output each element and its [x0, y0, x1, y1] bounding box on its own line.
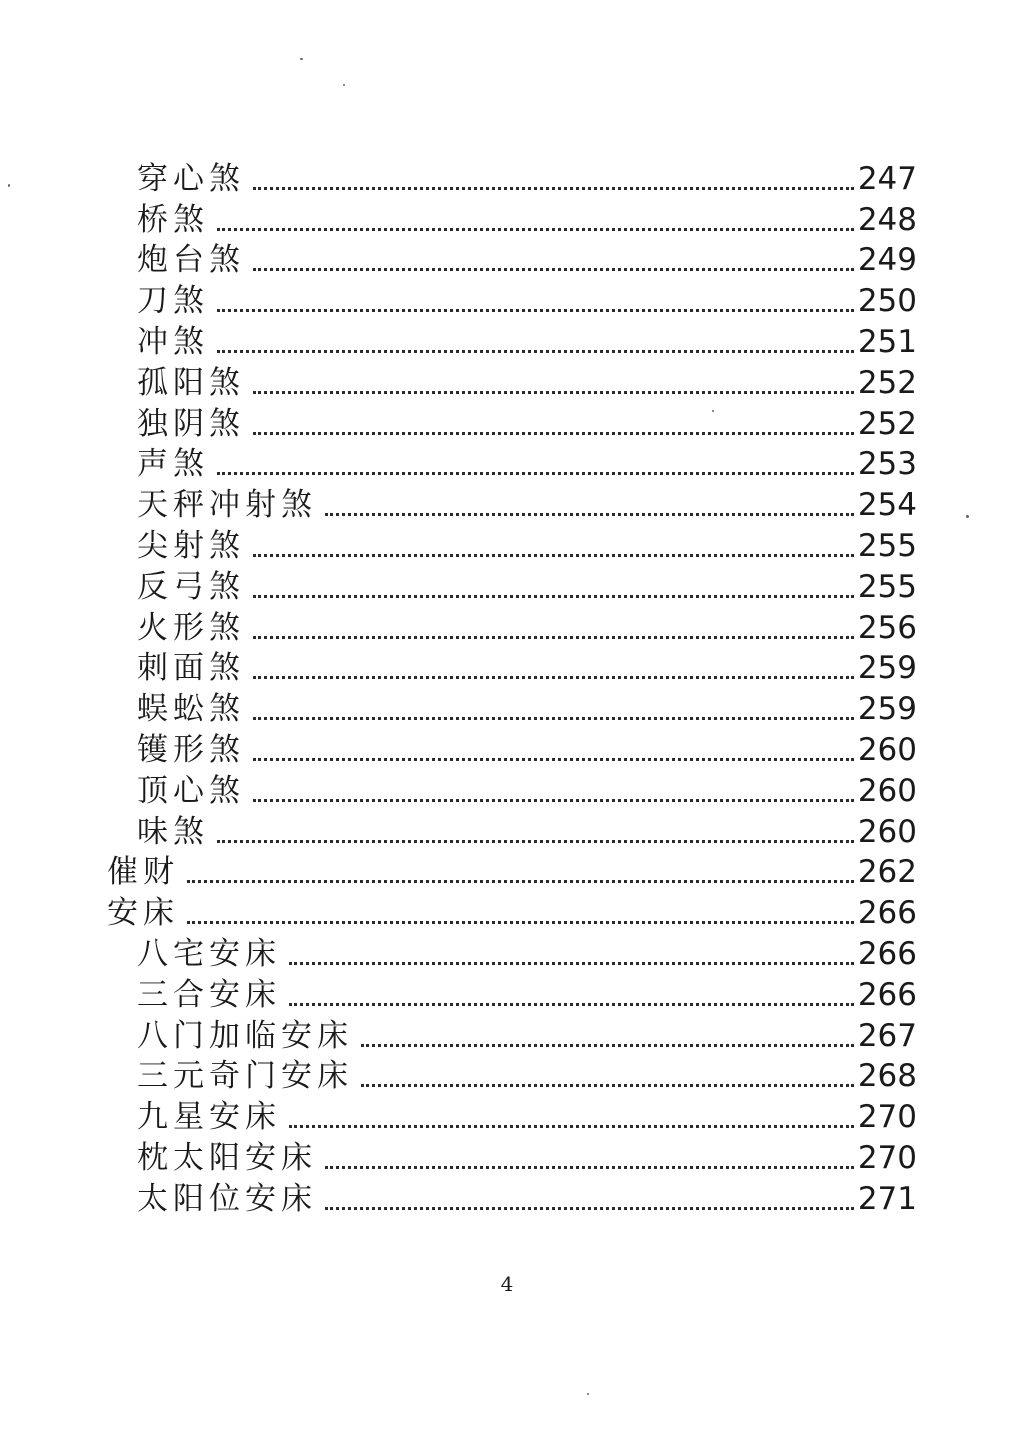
- toc-entry: [0, 688, 1014, 729]
- toc-entry: [0, 321, 1014, 362]
- toc-entry-title: 太阳位安床: [137, 1180, 317, 1217]
- toc-entry-title: 穿心煞: [137, 160, 245, 197]
- toc-entry: [0, 648, 1014, 689]
- toc-entry-title: 安床: [107, 895, 179, 932]
- toc-entry-page: 252: [857, 405, 917, 442]
- toc-entry-page: 259: [857, 691, 917, 728]
- toc-entry-page: 255: [857, 568, 917, 605]
- toc-dot-leader: [253, 799, 854, 802]
- toc-entry-title: 孤阳煞: [137, 364, 245, 401]
- toc-entry-title: 刺面煞: [137, 650, 245, 687]
- toc-entry: [0, 729, 1014, 770]
- toc-dot-leader: [253, 554, 854, 557]
- toc-entry: [0, 280, 1014, 321]
- toc-dot-leader: [187, 880, 854, 883]
- toc-entry: [0, 892, 1014, 933]
- toc-entry-title: 三元奇门安床: [137, 1058, 353, 1095]
- scan-speck: [8, 184, 10, 187]
- toc-dot-leader: [217, 472, 854, 475]
- toc-entry-title: 天秤冲射煞: [137, 487, 317, 524]
- toc-dot-leader: [253, 391, 854, 394]
- toc-entry: [0, 240, 1014, 281]
- toc-entry: [0, 607, 1014, 648]
- toc-entry-title: 尖射煞: [137, 527, 245, 564]
- scan-speck: [587, 1393, 589, 1395]
- toc-dot-leader: [253, 595, 854, 598]
- toc-entry-page: 262: [857, 854, 917, 891]
- toc-entry: [0, 199, 1014, 240]
- toc-entry-title: 八门加临安床: [137, 1017, 353, 1054]
- toc-dot-leader: [217, 840, 854, 843]
- toc-dot-leader: [289, 1003, 854, 1006]
- toc-dot-leader: [253, 636, 854, 639]
- toc-dot-leader: [253, 717, 854, 720]
- toc-entry-title: 催财: [107, 854, 179, 891]
- toc-entry-title: 声煞: [137, 446, 209, 483]
- toc-entry-page: 270: [857, 1099, 917, 1136]
- toc-entry-title: 蜈蚣煞: [137, 691, 245, 728]
- table-of-contents: [0, 158, 1014, 1219]
- toc-entry-page: 259: [857, 650, 917, 687]
- toc-entry-page: 251: [857, 323, 917, 360]
- toc-dot-leader: [253, 758, 854, 761]
- toc-entry-page: 266: [857, 935, 917, 972]
- toc-dot-leader: [217, 350, 854, 353]
- toc-entry-title: 桥煞: [137, 201, 209, 238]
- toc-dot-leader: [325, 513, 854, 516]
- toc-entry-title: 冲煞: [137, 323, 209, 360]
- toc-dot-leader: [253, 268, 854, 271]
- toc-dot-leader: [325, 1207, 854, 1210]
- toc-entry-title: 味煞: [137, 813, 209, 850]
- toc-entry-page: 266: [857, 895, 917, 932]
- toc-entry: [0, 444, 1014, 485]
- toc-entry-title: 镬形煞: [137, 731, 245, 768]
- toc-entry-title: 枕太阳安床: [137, 1139, 317, 1176]
- toc-entry-title: 刀煞: [137, 283, 209, 320]
- toc-entry: [0, 811, 1014, 852]
- toc-entry-title: 八宅安床: [137, 935, 281, 972]
- toc-entry-title: 反弓煞: [137, 568, 245, 605]
- toc-entry-title: 三合安床: [137, 976, 281, 1013]
- toc-entry-page: 266: [857, 976, 917, 1013]
- toc-entry-title: 炮台煞: [137, 242, 245, 279]
- toc-entry-page: 256: [857, 609, 917, 646]
- page-number: 4: [500, 1272, 514, 1296]
- toc-dot-leader: [289, 962, 854, 965]
- toc-entry: [0, 1137, 1014, 1178]
- toc-entry-title: 九星安床: [137, 1099, 281, 1136]
- toc-entry: [0, 1056, 1014, 1097]
- toc-entry: [0, 770, 1014, 811]
- toc-entry: [0, 403, 1014, 444]
- toc-entry: [0, 1015, 1014, 1056]
- toc-entry-page: 268: [857, 1058, 917, 1095]
- toc-entry-title: 独阴煞: [137, 405, 245, 442]
- toc-entry-page: 249: [857, 242, 917, 279]
- toc-entry-page: 260: [857, 813, 917, 850]
- toc-entry-title: 顶心煞: [137, 772, 245, 809]
- toc-dot-leader: [217, 228, 854, 231]
- toc-entry-page: 267: [857, 1017, 917, 1054]
- toc-dot-leader: [253, 432, 854, 435]
- scan-speck: [300, 58, 303, 60]
- toc-entry-page: 250: [857, 283, 917, 320]
- toc-entry-page: 270: [857, 1139, 917, 1176]
- toc-dot-leader: [187, 921, 854, 924]
- toc-entry-page: 253: [857, 446, 917, 483]
- toc-entry-page: 252: [857, 364, 917, 401]
- toc-dot-leader: [253, 187, 854, 190]
- toc-entry: [0, 362, 1014, 403]
- toc-entry-page: 260: [857, 772, 917, 809]
- toc-entry: [0, 158, 1014, 199]
- scan-speck: [343, 84, 345, 86]
- toc-entry: [0, 933, 1014, 974]
- scan-speck: [966, 515, 969, 518]
- toc-entry-page: 255: [857, 527, 917, 564]
- toc-entry: [0, 974, 1014, 1015]
- toc-entry-page: 248: [857, 201, 917, 238]
- toc-entry-page: 247: [857, 160, 917, 197]
- toc-dot-leader: [253, 676, 854, 679]
- toc-entry: [0, 484, 1014, 525]
- toc-dot-leader: [325, 1166, 854, 1169]
- toc-entry: [0, 1178, 1014, 1219]
- toc-dot-leader: [361, 1044, 854, 1047]
- scan-speck: [712, 410, 714, 412]
- toc-entry-page: 271: [857, 1180, 917, 1217]
- toc-dot-leader: [289, 1125, 854, 1128]
- toc-entry: [0, 525, 1014, 566]
- toc-entry: [0, 566, 1014, 607]
- toc-entry-page: 254: [857, 487, 917, 524]
- toc-entry: [0, 1096, 1014, 1137]
- toc-entry-title: 火形煞: [137, 609, 245, 646]
- toc-dot-leader: [217, 309, 854, 312]
- toc-entry: [0, 852, 1014, 893]
- toc-dot-leader: [361, 1084, 854, 1087]
- toc-entry-page: 260: [857, 731, 917, 768]
